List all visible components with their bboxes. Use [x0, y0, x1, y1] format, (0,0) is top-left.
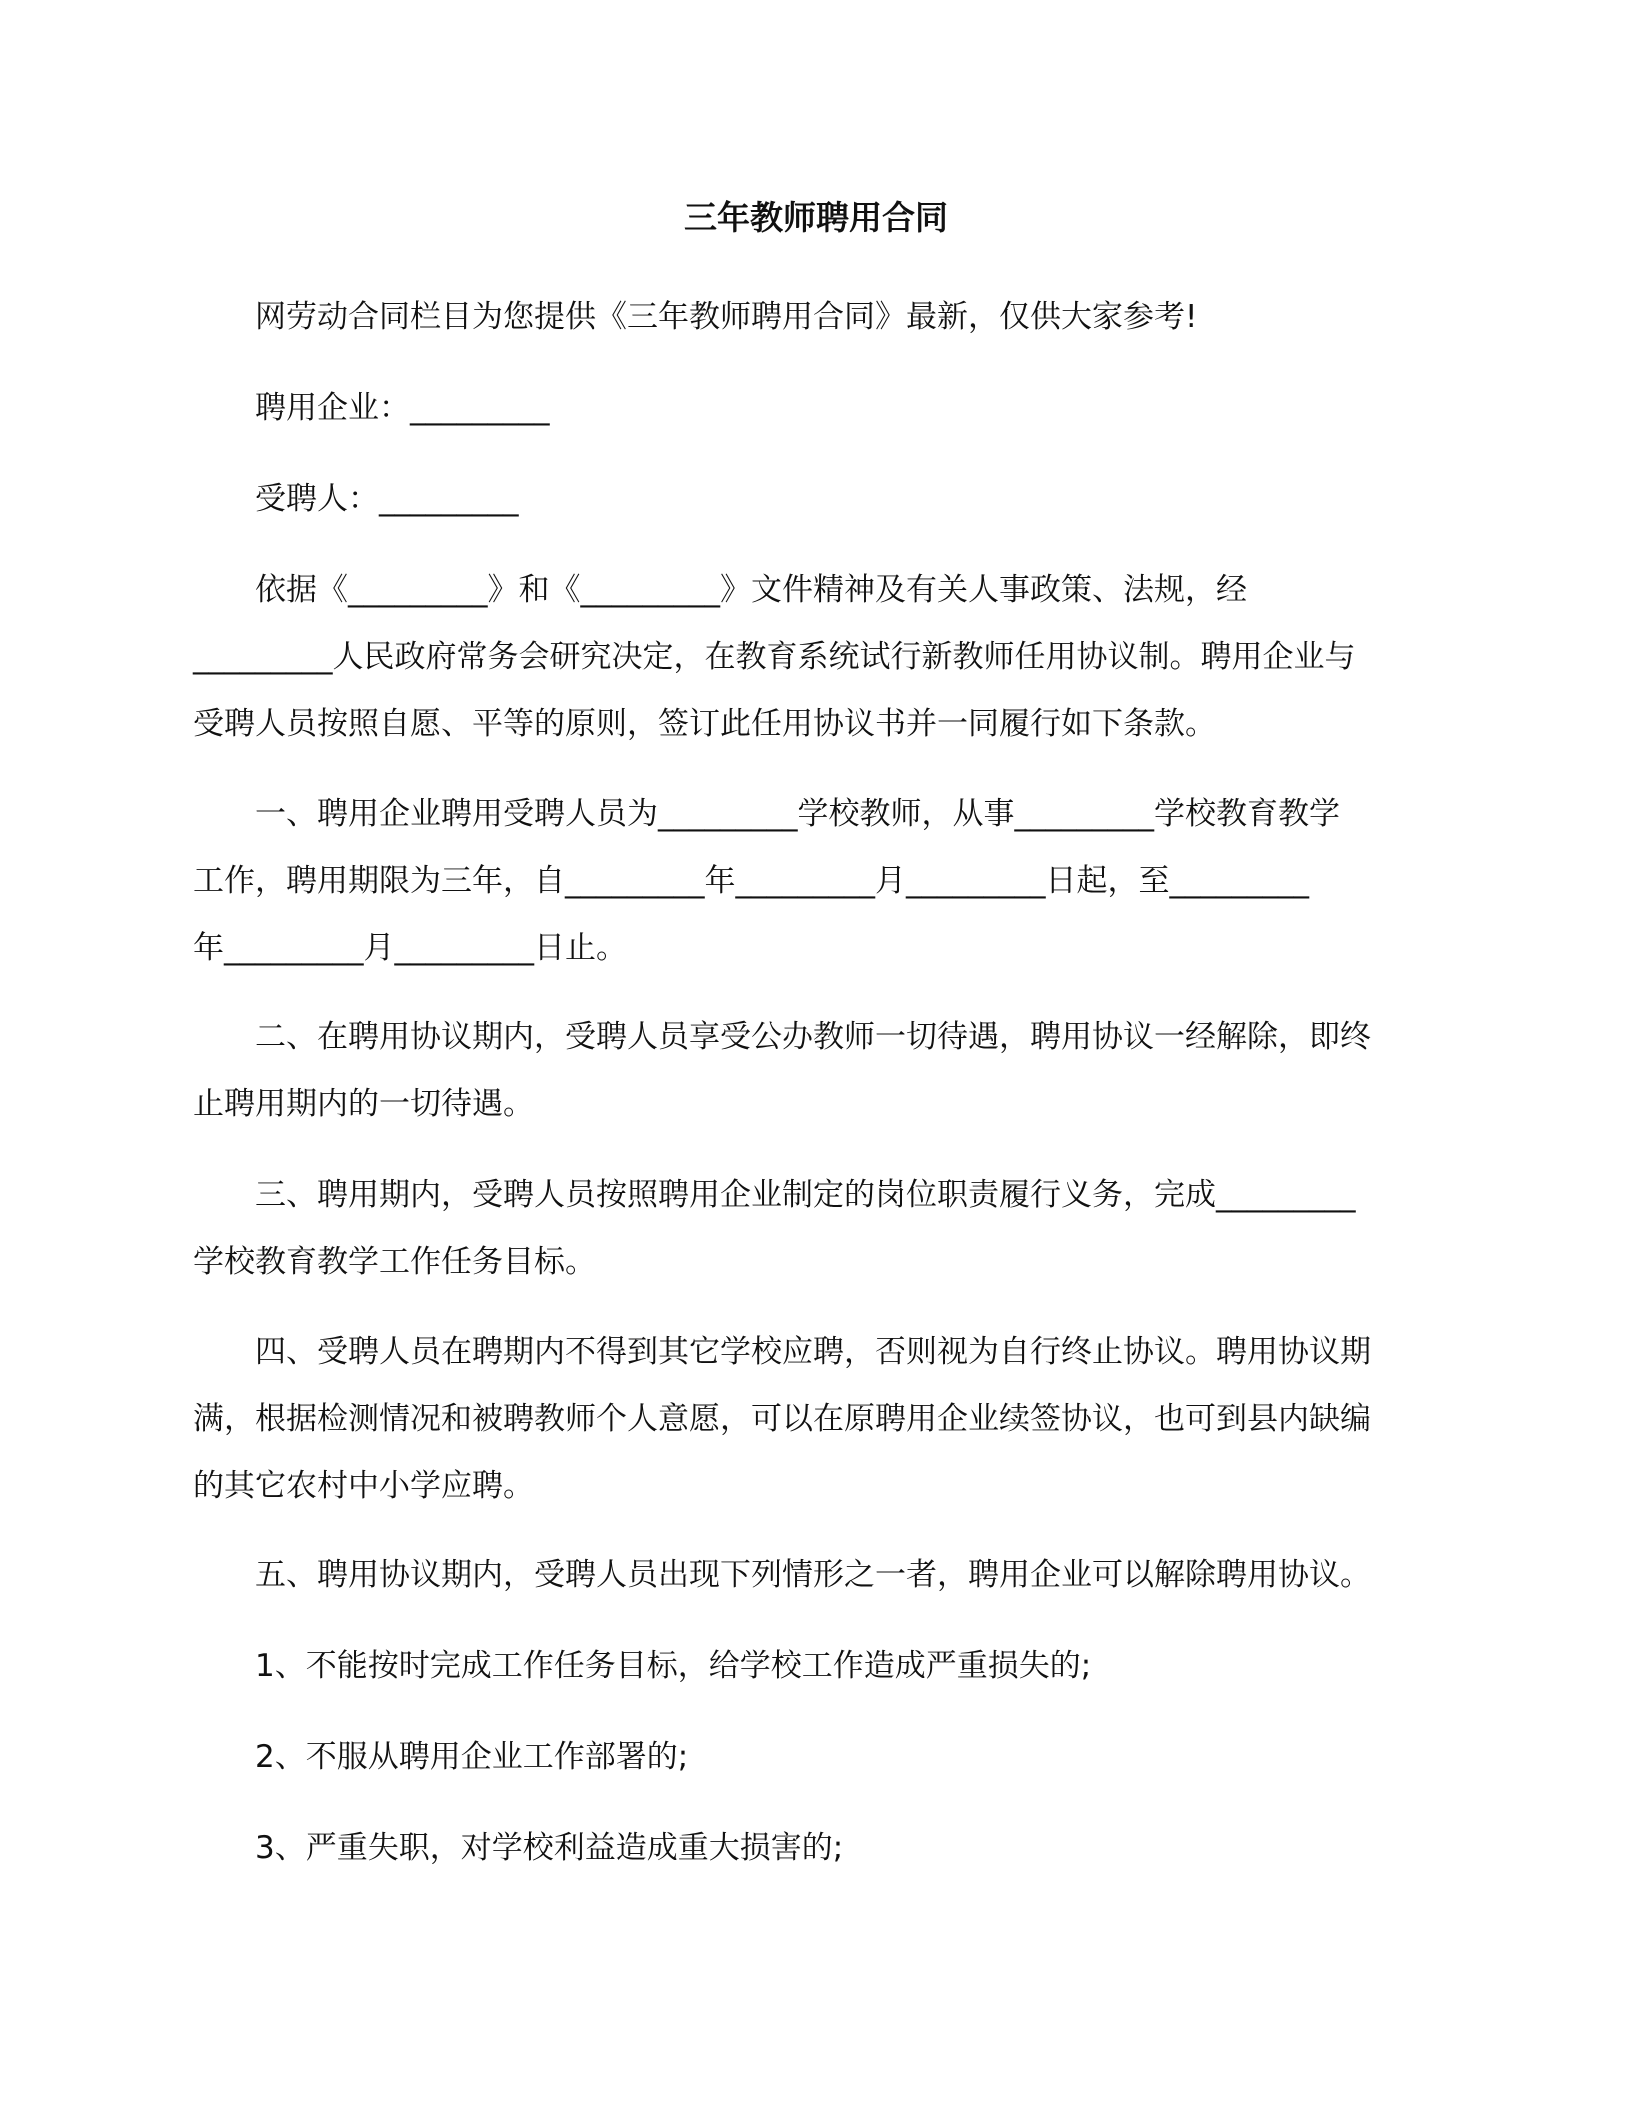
employer-field	[193, 375, 1438, 442]
employee-label: 受聘人：_________	[255, 481, 519, 517]
clause-1-line-2: 工作，聘用期限为三年，自_________年_________月_________日起，至_________	[193, 863, 1309, 899]
list-item-2-text: 2、不服从聘用企业工作部署的;	[255, 1739, 689, 1775]
clause-3-line-1: 三、聘用期内，受聘人员按照聘用企业制定的岗位职责履行义务，完成_________	[255, 1177, 1356, 1213]
basis-line-2: _________人民政府常务会研究决定，在教育系统试行新教师任用协议制。聘用企业与	[193, 639, 1356, 675]
clause-3	[193, 1162, 1438, 1296]
intro-paragraph	[193, 284, 1438, 351]
clause-4-line-3: 的其它农村中小学应聘。	[193, 1468, 534, 1504]
clause-3-line-2: 学校教育教学工作任务目标。	[193, 1244, 596, 1280]
clause-2-line-1: 二、在聘用协议期内，受聘人员享受公办教师一切待遇，聘用协议一经解除，即终	[255, 1019, 1371, 1055]
clause-1	[193, 781, 1438, 982]
clause-4-line-1: 四、受聘人员在聘期内不得到其它学校应聘，否则视为自行终止协议。聘用协议期	[255, 1334, 1371, 1370]
list-item	[193, 1633, 1438, 1700]
employee-field	[193, 466, 1438, 533]
document-title: 三年教师聘用合同	[684, 198, 948, 237]
list-item-3-text: 3、严重失职，对学校利益造成重大损害的;	[255, 1830, 844, 1866]
clause-2	[193, 1004, 1438, 1138]
clause-5	[193, 1542, 1438, 1609]
list-item	[193, 1724, 1438, 1791]
employer-label: 聘用企业：_________	[255, 390, 550, 426]
list-item	[193, 1815, 1438, 1882]
intro-text: 网劳动合同栏目为您提供《三年教师聘用合同》最新，仅供大家参考!	[255, 299, 1198, 335]
clause-1-line-1: 一、聘用企业聘用受聘人员为_________学校教师，从事_________学校教育教学	[255, 796, 1340, 832]
basis-line-3: 受聘人员按照自愿、平等的原则，签订此任用协议书并一同履行如下条款。	[193, 706, 1216, 742]
basis-line-1: 依据《_________》和《_________》文件精神及有关人事政策、法规，经	[255, 572, 1247, 608]
basis-paragraph	[193, 557, 1438, 758]
clause-5-text: 五、聘用协议期内，受聘人员出现下列情形之一者，聘用企业可以解除聘用协议。	[255, 1557, 1371, 1593]
clause-4-line-2: 满，根据检测情况和被聘教师个人意愿，可以在原聘用企业续签协议，也可到县内缺编	[193, 1401, 1371, 1437]
list-item-1-text: 1、不能按时完成工作任务目标，给学校工作造成严重损失的;	[255, 1648, 1092, 1684]
clause-2-line-2: 止聘用期内的一切待遇。	[193, 1086, 534, 1122]
clause-1-line-3: 年_________月_________日止。	[193, 930, 627, 966]
clause-4	[193, 1319, 1438, 1520]
